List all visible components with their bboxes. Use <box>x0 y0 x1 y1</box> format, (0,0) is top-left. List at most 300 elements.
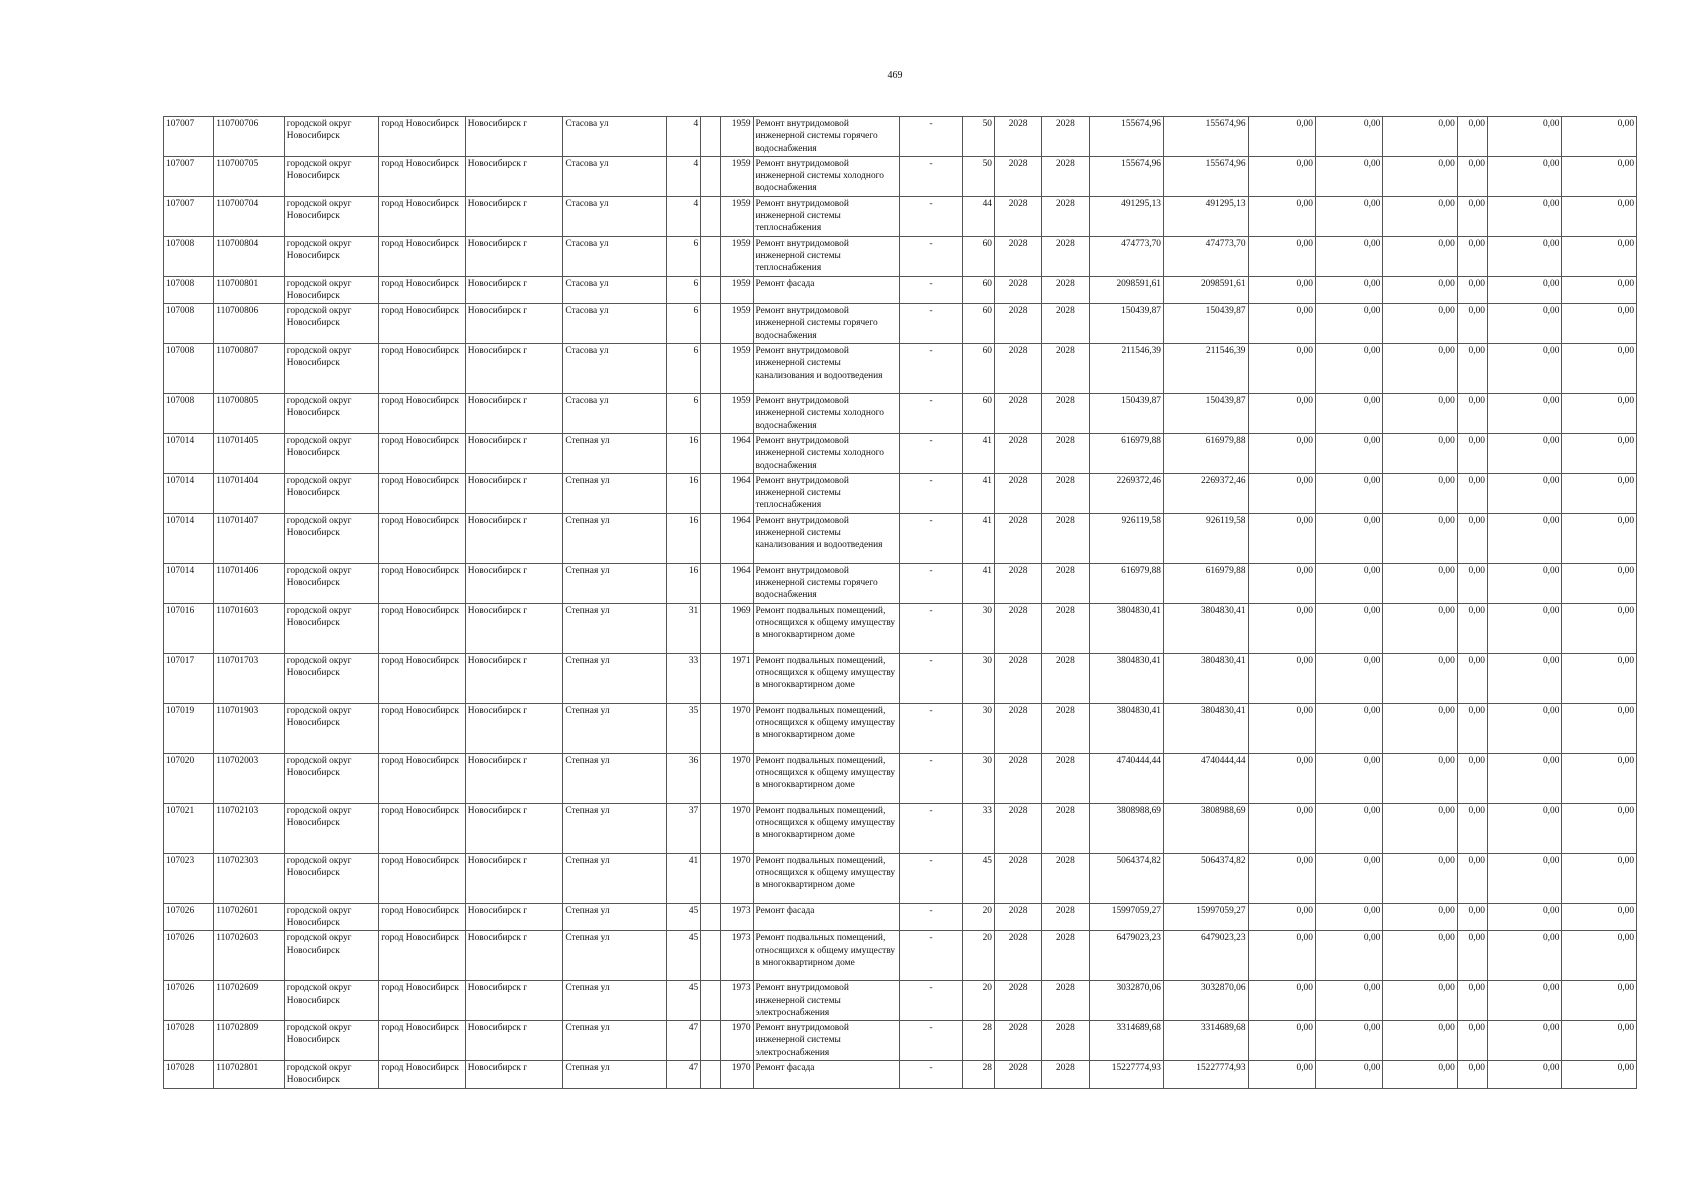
cell-cost-col-6: 0,00 <box>1457 903 1487 931</box>
cell-note: - <box>900 803 962 853</box>
cell-cost-col-7: 0,00 <box>1487 753 1561 803</box>
cell-year-built: 1970 <box>721 803 753 853</box>
cell-house-id: 107008 <box>164 236 214 276</box>
cell-street: Степная ул <box>563 433 667 473</box>
cell-plan-year-start: 2028 <box>994 853 1041 903</box>
cell-house-id: 107014 <box>164 563 214 603</box>
cell-cost-col-8: 0,00 <box>1562 603 1637 653</box>
cell-work-id: 110702801 <box>214 1060 284 1088</box>
cell-total-cost: 616979,88 <box>1089 563 1163 603</box>
cell-plan-year-end: 2028 <box>1042 931 1089 981</box>
cell-note: - <box>900 344 962 394</box>
cell-fund-cost: 150439,87 <box>1163 394 1248 434</box>
cell-fund-cost: 491295,13 <box>1163 196 1248 236</box>
cell-work-type: Ремонт внутридомовой инженерной системы теплоснабжения <box>753 473 900 513</box>
table-row <box>164 1060 1637 1088</box>
cell-settlement: город Новосибирск <box>379 931 466 981</box>
cell-fund-cost: 5064374,82 <box>1163 853 1248 903</box>
cell-cost-col-4: 0,00 <box>1315 196 1382 236</box>
cell-year-built: 1964 <box>721 513 753 563</box>
table-row <box>164 603 1637 653</box>
cell-municipality: городской округ Новосибирск <box>284 513 379 563</box>
cell-house-number: 6 <box>667 236 701 276</box>
cell-year-built: 1971 <box>721 653 753 703</box>
table-row <box>164 344 1637 394</box>
cell-cost-col-8: 0,00 <box>1562 473 1637 513</box>
cell-street: Стасова ул <box>563 394 667 434</box>
table-row <box>164 981 1637 1021</box>
cell-cost-col-4: 0,00 <box>1315 236 1382 276</box>
cell-wear-percent: 30 <box>962 603 994 653</box>
cell-cost-col-3: 0,00 <box>1248 344 1315 394</box>
cell-cost-col-4: 0,00 <box>1315 981 1382 1021</box>
cell-wear-percent: 30 <box>962 753 994 803</box>
cell-cost-col-7: 0,00 <box>1487 276 1561 304</box>
cell-municipality: городской округ Новосибирск <box>284 703 379 753</box>
cell-cost-col-5: 0,00 <box>1383 473 1457 513</box>
cell-work-type: Ремонт внутридомовой инженерной системы теплоснабжения <box>753 196 900 236</box>
cell-total-cost: 3804830,41 <box>1089 653 1163 703</box>
cell-work-type: Ремонт внутридомовой инженерной системы электроснабжения <box>753 981 900 1021</box>
cell-city: Новосибирск г <box>465 931 563 981</box>
cell-work-id: 110700807 <box>214 344 284 394</box>
cell-plan-year-end: 2028 <box>1042 1021 1089 1061</box>
cell-year-built: 1964 <box>721 473 753 513</box>
cell-house-number: 31 <box>667 603 701 653</box>
cell-plan-year-end: 2028 <box>1042 156 1089 196</box>
cell-building <box>701 276 721 304</box>
cell-total-cost: 3808988,69 <box>1089 803 1163 853</box>
cell-work-id: 110701903 <box>214 703 284 753</box>
cell-building <box>701 473 721 513</box>
cell-house-number: 16 <box>667 563 701 603</box>
cell-plan-year-end: 2028 <box>1042 344 1089 394</box>
cell-total-cost: 491295,13 <box>1089 196 1163 236</box>
cell-street: Стасова ул <box>563 117 667 157</box>
cell-municipality: городской округ Новосибирск <box>284 1021 379 1061</box>
cell-settlement: город Новосибирск <box>379 903 466 931</box>
cell-municipality: городской округ Новосибирск <box>284 1060 379 1088</box>
cell-settlement: город Новосибирск <box>379 1021 466 1061</box>
cell-wear-percent: 20 <box>962 931 994 981</box>
cell-cost-col-3: 0,00 <box>1248 703 1315 753</box>
cell-wear-percent: 44 <box>962 196 994 236</box>
cell-plan-year-start: 2028 <box>994 603 1041 653</box>
cell-plan-year-end: 2028 <box>1042 196 1089 236</box>
cell-house-number: 41 <box>667 853 701 903</box>
cell-settlement: город Новосибирск <box>379 653 466 703</box>
cell-note: - <box>900 753 962 803</box>
cell-cost-col-3: 0,00 <box>1248 803 1315 853</box>
cell-city: Новосибирск г <box>465 196 563 236</box>
cell-year-built: 1959 <box>721 276 753 304</box>
cell-work-type: Ремонт подвальных помещений, относящихся к общему имуществу в многоквартирном доме <box>753 803 900 853</box>
cell-cost-col-4: 0,00 <box>1315 803 1382 853</box>
cell-house-id: 107021 <box>164 803 214 853</box>
cell-total-cost: 150439,87 <box>1089 394 1163 434</box>
cell-plan-year-end: 2028 <box>1042 513 1089 563</box>
cell-cost-col-6: 0,00 <box>1457 276 1487 304</box>
cell-cost-col-8: 0,00 <box>1562 276 1637 304</box>
cell-cost-col-6: 0,00 <box>1457 803 1487 853</box>
cell-wear-percent: 45 <box>962 853 994 903</box>
cell-fund-cost: 2098591,61 <box>1163 276 1248 304</box>
cell-cost-col-5: 0,00 <box>1383 853 1457 903</box>
table-row <box>164 433 1637 473</box>
cell-cost-col-6: 0,00 <box>1457 981 1487 1021</box>
table-row <box>164 156 1637 196</box>
cell-settlement: город Новосибирск <box>379 753 466 803</box>
cell-note: - <box>900 513 962 563</box>
cell-plan-year-start: 2028 <box>994 236 1041 276</box>
cell-house-id: 107028 <box>164 1021 214 1061</box>
cell-city: Новосибирск г <box>465 653 563 703</box>
table-row <box>164 196 1637 236</box>
cell-house-id: 107026 <box>164 931 214 981</box>
cell-building <box>701 563 721 603</box>
cell-work-id: 110700705 <box>214 156 284 196</box>
cell-cost-col-8: 0,00 <box>1562 433 1637 473</box>
cell-cost-col-8: 0,00 <box>1562 703 1637 753</box>
cell-plan-year-start: 2028 <box>994 156 1041 196</box>
cell-municipality: городской округ Новосибирск <box>284 196 379 236</box>
cell-note: - <box>900 117 962 157</box>
cell-work-type: Ремонт подвальных помещений, относящихся к общему имуществу в многоквартирном доме <box>753 603 900 653</box>
cell-plan-year-end: 2028 <box>1042 1060 1089 1088</box>
cell-fund-cost: 3314689,68 <box>1163 1021 1248 1061</box>
cell-settlement: город Новосибирск <box>379 156 466 196</box>
cell-cost-col-3: 0,00 <box>1248 473 1315 513</box>
cell-house-id: 107014 <box>164 513 214 563</box>
cell-cost-col-5: 0,00 <box>1383 394 1457 434</box>
cell-note: - <box>900 236 962 276</box>
cell-municipality: городской округ Новосибирск <box>284 276 379 304</box>
cell-work-id: 110700706 <box>214 117 284 157</box>
cell-cost-col-7: 0,00 <box>1487 433 1561 473</box>
cell-house-number: 45 <box>667 981 701 1021</box>
cell-cost-col-5: 0,00 <box>1383 563 1457 603</box>
cell-year-built: 1959 <box>721 304 753 344</box>
cell-total-cost: 474773,70 <box>1089 236 1163 276</box>
cell-wear-percent: 41 <box>962 513 994 563</box>
cell-municipality: городской округ Новосибирск <box>284 563 379 603</box>
cell-house-number: 6 <box>667 304 701 344</box>
cell-total-cost: 2098591,61 <box>1089 276 1163 304</box>
cell-cost-col-3: 0,00 <box>1248 196 1315 236</box>
cell-total-cost: 150439,87 <box>1089 304 1163 344</box>
cell-building <box>701 1060 721 1088</box>
cell-work-type: Ремонт фасада <box>753 276 900 304</box>
cell-settlement: город Новосибирск <box>379 304 466 344</box>
cell-year-built: 1973 <box>721 903 753 931</box>
cell-note: - <box>900 603 962 653</box>
cell-cost-col-3: 0,00 <box>1248 394 1315 434</box>
cell-year-built: 1964 <box>721 433 753 473</box>
cell-cost-col-3: 0,00 <box>1248 1060 1315 1088</box>
cell-work-id: 110701405 <box>214 433 284 473</box>
cell-work-id: 110702603 <box>214 931 284 981</box>
cell-municipality: городской округ Новосибирск <box>284 433 379 473</box>
cell-cost-col-5: 0,00 <box>1383 1021 1457 1061</box>
cell-cost-col-8: 0,00 <box>1562 753 1637 803</box>
cell-plan-year-start: 2028 <box>994 753 1041 803</box>
cell-cost-col-4: 0,00 <box>1315 1021 1382 1061</box>
cell-work-id: 110702601 <box>214 903 284 931</box>
cell-street: Степная ул <box>563 903 667 931</box>
cell-cost-col-5: 0,00 <box>1383 1060 1457 1088</box>
cell-cost-col-6: 0,00 <box>1457 304 1487 344</box>
cell-city: Новосибирск г <box>465 703 563 753</box>
cell-total-cost: 2269372,46 <box>1089 473 1163 513</box>
cell-cost-col-7: 0,00 <box>1487 117 1561 157</box>
cell-cost-col-4: 0,00 <box>1315 1060 1382 1088</box>
cell-building <box>701 433 721 473</box>
cell-year-built: 1959 <box>721 236 753 276</box>
cell-house-id: 107026 <box>164 903 214 931</box>
cell-cost-col-3: 0,00 <box>1248 304 1315 344</box>
cell-municipality: городской округ Новосибирск <box>284 117 379 157</box>
table-row <box>164 931 1637 981</box>
cell-year-built: 1959 <box>721 394 753 434</box>
cell-cost-col-6: 0,00 <box>1457 513 1487 563</box>
cell-wear-percent: 20 <box>962 981 994 1021</box>
cell-plan-year-start: 2028 <box>994 394 1041 434</box>
cell-cost-col-5: 0,00 <box>1383 156 1457 196</box>
cell-cost-col-4: 0,00 <box>1315 753 1382 803</box>
cell-note: - <box>900 703 962 753</box>
cell-house-number: 35 <box>667 703 701 753</box>
cell-plan-year-start: 2028 <box>994 304 1041 344</box>
cell-note: - <box>900 473 962 513</box>
cell-year-built: 1969 <box>721 603 753 653</box>
cell-work-id: 110701703 <box>214 653 284 703</box>
cell-work-type: Ремонт внутридомовой инженерной системы теплоснабжения <box>753 236 900 276</box>
cell-fund-cost: 211546,39 <box>1163 344 1248 394</box>
cell-cost-col-7: 0,00 <box>1487 653 1561 703</box>
cell-plan-year-start: 2028 <box>994 653 1041 703</box>
cell-building <box>701 653 721 703</box>
cell-house-number: 4 <box>667 117 701 157</box>
cell-total-cost: 616979,88 <box>1089 433 1163 473</box>
cell-fund-cost: 3804830,41 <box>1163 603 1248 653</box>
cell-building <box>701 903 721 931</box>
cell-municipality: городской округ Новосибирск <box>284 156 379 196</box>
cell-year-built: 1964 <box>721 563 753 603</box>
cell-fund-cost: 3804830,41 <box>1163 703 1248 753</box>
cell-cost-col-7: 0,00 <box>1487 853 1561 903</box>
table-row <box>164 473 1637 513</box>
cell-municipality: городской округ Новосибирск <box>284 931 379 981</box>
cell-note: - <box>900 563 962 603</box>
cell-cost-col-8: 0,00 <box>1562 236 1637 276</box>
cell-work-id: 110702609 <box>214 981 284 1021</box>
cell-cost-col-7: 0,00 <box>1487 156 1561 196</box>
cell-cost-col-8: 0,00 <box>1562 563 1637 603</box>
cell-city: Новосибирск г <box>465 276 563 304</box>
cell-street: Стасова ул <box>563 156 667 196</box>
cell-cost-col-4: 0,00 <box>1315 117 1382 157</box>
cell-cost-col-5: 0,00 <box>1383 753 1457 803</box>
cell-cost-col-8: 0,00 <box>1562 853 1637 903</box>
cell-cost-col-7: 0,00 <box>1487 931 1561 981</box>
cell-cost-col-5: 0,00 <box>1383 653 1457 703</box>
cell-cost-col-4: 0,00 <box>1315 853 1382 903</box>
cell-note: - <box>900 1060 962 1088</box>
cell-wear-percent: 60 <box>962 394 994 434</box>
cell-house-number: 33 <box>667 653 701 703</box>
cell-year-built: 1970 <box>721 1021 753 1061</box>
cell-street: Стасова ул <box>563 344 667 394</box>
cell-plan-year-start: 2028 <box>994 563 1041 603</box>
cell-cost-col-4: 0,00 <box>1315 931 1382 981</box>
cell-settlement: город Новосибирск <box>379 981 466 1021</box>
cell-street: Степная ул <box>563 1060 667 1088</box>
cell-settlement: город Новосибирск <box>379 853 466 903</box>
cell-cost-col-3: 0,00 <box>1248 1021 1315 1061</box>
cell-cost-col-5: 0,00 <box>1383 236 1457 276</box>
cell-cost-col-3: 0,00 <box>1248 563 1315 603</box>
cell-settlement: город Новосибирск <box>379 603 466 653</box>
cell-plan-year-end: 2028 <box>1042 236 1089 276</box>
cell-cost-col-8: 0,00 <box>1562 653 1637 703</box>
cell-municipality: городской округ Новосибирск <box>284 753 379 803</box>
table-row <box>164 853 1637 903</box>
cell-wear-percent: 30 <box>962 653 994 703</box>
cell-work-type: Ремонт внутридомовой инженерной системы канализования и водоотведения <box>753 513 900 563</box>
cell-cost-col-6: 0,00 <box>1457 931 1487 981</box>
cell-cost-col-8: 0,00 <box>1562 196 1637 236</box>
cell-cost-col-6: 0,00 <box>1457 703 1487 753</box>
cell-total-cost: 211546,39 <box>1089 344 1163 394</box>
cell-cost-col-4: 0,00 <box>1315 563 1382 603</box>
cell-street: Степная ул <box>563 703 667 753</box>
cell-cost-col-4: 0,00 <box>1315 433 1382 473</box>
cell-wear-percent: 50 <box>962 156 994 196</box>
cell-fund-cost: 3808988,69 <box>1163 803 1248 853</box>
cell-wear-percent: 41 <box>962 473 994 513</box>
cell-street: Стасова ул <box>563 304 667 344</box>
cell-municipality: городской округ Новосибирск <box>284 853 379 903</box>
cell-house-id: 107007 <box>164 156 214 196</box>
cell-building <box>701 981 721 1021</box>
cell-note: - <box>900 276 962 304</box>
cell-cost-col-5: 0,00 <box>1383 803 1457 853</box>
table-row <box>164 117 1637 157</box>
table-row <box>164 304 1637 344</box>
cell-cost-col-7: 0,00 <box>1487 803 1561 853</box>
cell-street: Степная ул <box>563 753 667 803</box>
cell-work-id: 110701603 <box>214 603 284 653</box>
cell-work-type: Ремонт фасада <box>753 903 900 931</box>
cell-plan-year-end: 2028 <box>1042 433 1089 473</box>
cell-wear-percent: 60 <box>962 276 994 304</box>
cell-plan-year-end: 2028 <box>1042 603 1089 653</box>
cell-year-built: 1970 <box>721 753 753 803</box>
cell-cost-col-6: 0,00 <box>1457 603 1487 653</box>
cell-city: Новосибирск г <box>465 344 563 394</box>
cell-fund-cost: 2269372,46 <box>1163 473 1248 513</box>
cell-work-id: 110700704 <box>214 196 284 236</box>
cell-work-type: Ремонт внутридомовой инженерной системы холодного водоснабжения <box>753 433 900 473</box>
cell-house-number: 6 <box>667 276 701 304</box>
cell-work-type: Ремонт подвальных помещений, относящихся к общему имуществу в многоквартирном доме <box>753 653 900 703</box>
cell-cost-col-4: 0,00 <box>1315 903 1382 931</box>
cell-note: - <box>900 1021 962 1061</box>
cell-wear-percent: 60 <box>962 236 994 276</box>
cell-plan-year-end: 2028 <box>1042 276 1089 304</box>
cell-municipality: городской округ Новосибирск <box>284 304 379 344</box>
cell-plan-year-start: 2028 <box>994 1060 1041 1088</box>
cell-cost-col-6: 0,00 <box>1457 653 1487 703</box>
cell-cost-col-5: 0,00 <box>1383 304 1457 344</box>
cell-cost-col-5: 0,00 <box>1383 433 1457 473</box>
table-row <box>164 394 1637 434</box>
cell-note: - <box>900 653 962 703</box>
cell-year-built: 1973 <box>721 931 753 981</box>
cell-settlement: город Новосибирск <box>379 473 466 513</box>
cell-cost-col-7: 0,00 <box>1487 903 1561 931</box>
cell-cost-col-3: 0,00 <box>1248 981 1315 1021</box>
cell-cost-col-6: 0,00 <box>1457 236 1487 276</box>
cell-house-number: 16 <box>667 433 701 473</box>
cell-city: Новосибирск г <box>465 1021 563 1061</box>
cell-cost-col-5: 0,00 <box>1383 344 1457 394</box>
cell-building <box>701 931 721 981</box>
cell-house-id: 107023 <box>164 853 214 903</box>
cell-municipality: городской округ Новосибирск <box>284 603 379 653</box>
cell-settlement: город Новосибирск <box>379 276 466 304</box>
cell-work-id: 110700801 <box>214 276 284 304</box>
cell-work-id: 110701406 <box>214 563 284 603</box>
cell-cost-col-4: 0,00 <box>1315 304 1382 344</box>
cell-cost-col-5: 0,00 <box>1383 903 1457 931</box>
cell-cost-col-5: 0,00 <box>1383 513 1457 563</box>
cell-fund-cost: 15227774,93 <box>1163 1060 1248 1088</box>
cell-street: Степная ул <box>563 653 667 703</box>
cell-city: Новосибирск г <box>465 156 563 196</box>
cell-municipality: городской округ Новосибирск <box>284 473 379 513</box>
cell-cost-col-5: 0,00 <box>1383 703 1457 753</box>
capital-repair-table <box>163 116 1637 1089</box>
cell-house-id: 107008 <box>164 344 214 394</box>
table-row <box>164 1021 1637 1061</box>
cell-plan-year-start: 2028 <box>994 981 1041 1021</box>
cell-plan-year-end: 2028 <box>1042 703 1089 753</box>
cell-cost-col-4: 0,00 <box>1315 394 1382 434</box>
cell-total-cost: 3804830,41 <box>1089 603 1163 653</box>
cell-cost-col-3: 0,00 <box>1248 653 1315 703</box>
cell-cost-col-7: 0,00 <box>1487 394 1561 434</box>
cell-work-id: 110700805 <box>214 394 284 434</box>
table-row <box>164 753 1637 803</box>
cell-plan-year-start: 2028 <box>994 931 1041 981</box>
cell-building <box>701 394 721 434</box>
cell-plan-year-end: 2028 <box>1042 117 1089 157</box>
cell-year-built: 1959 <box>721 156 753 196</box>
cell-work-id: 110700804 <box>214 236 284 276</box>
cell-street: Стасова ул <box>563 236 667 276</box>
cell-settlement: город Новосибирск <box>379 803 466 853</box>
cell-city: Новосибирск г <box>465 853 563 903</box>
cell-municipality: городской округ Новосибирск <box>284 344 379 394</box>
cell-cost-col-6: 0,00 <box>1457 433 1487 473</box>
cell-city: Новосибирск г <box>465 236 563 276</box>
cell-cost-col-7: 0,00 <box>1487 473 1561 513</box>
cell-note: - <box>900 903 962 931</box>
cell-house-id: 107008 <box>164 304 214 344</box>
cell-cost-col-4: 0,00 <box>1315 603 1382 653</box>
cell-cost-col-8: 0,00 <box>1562 394 1637 434</box>
